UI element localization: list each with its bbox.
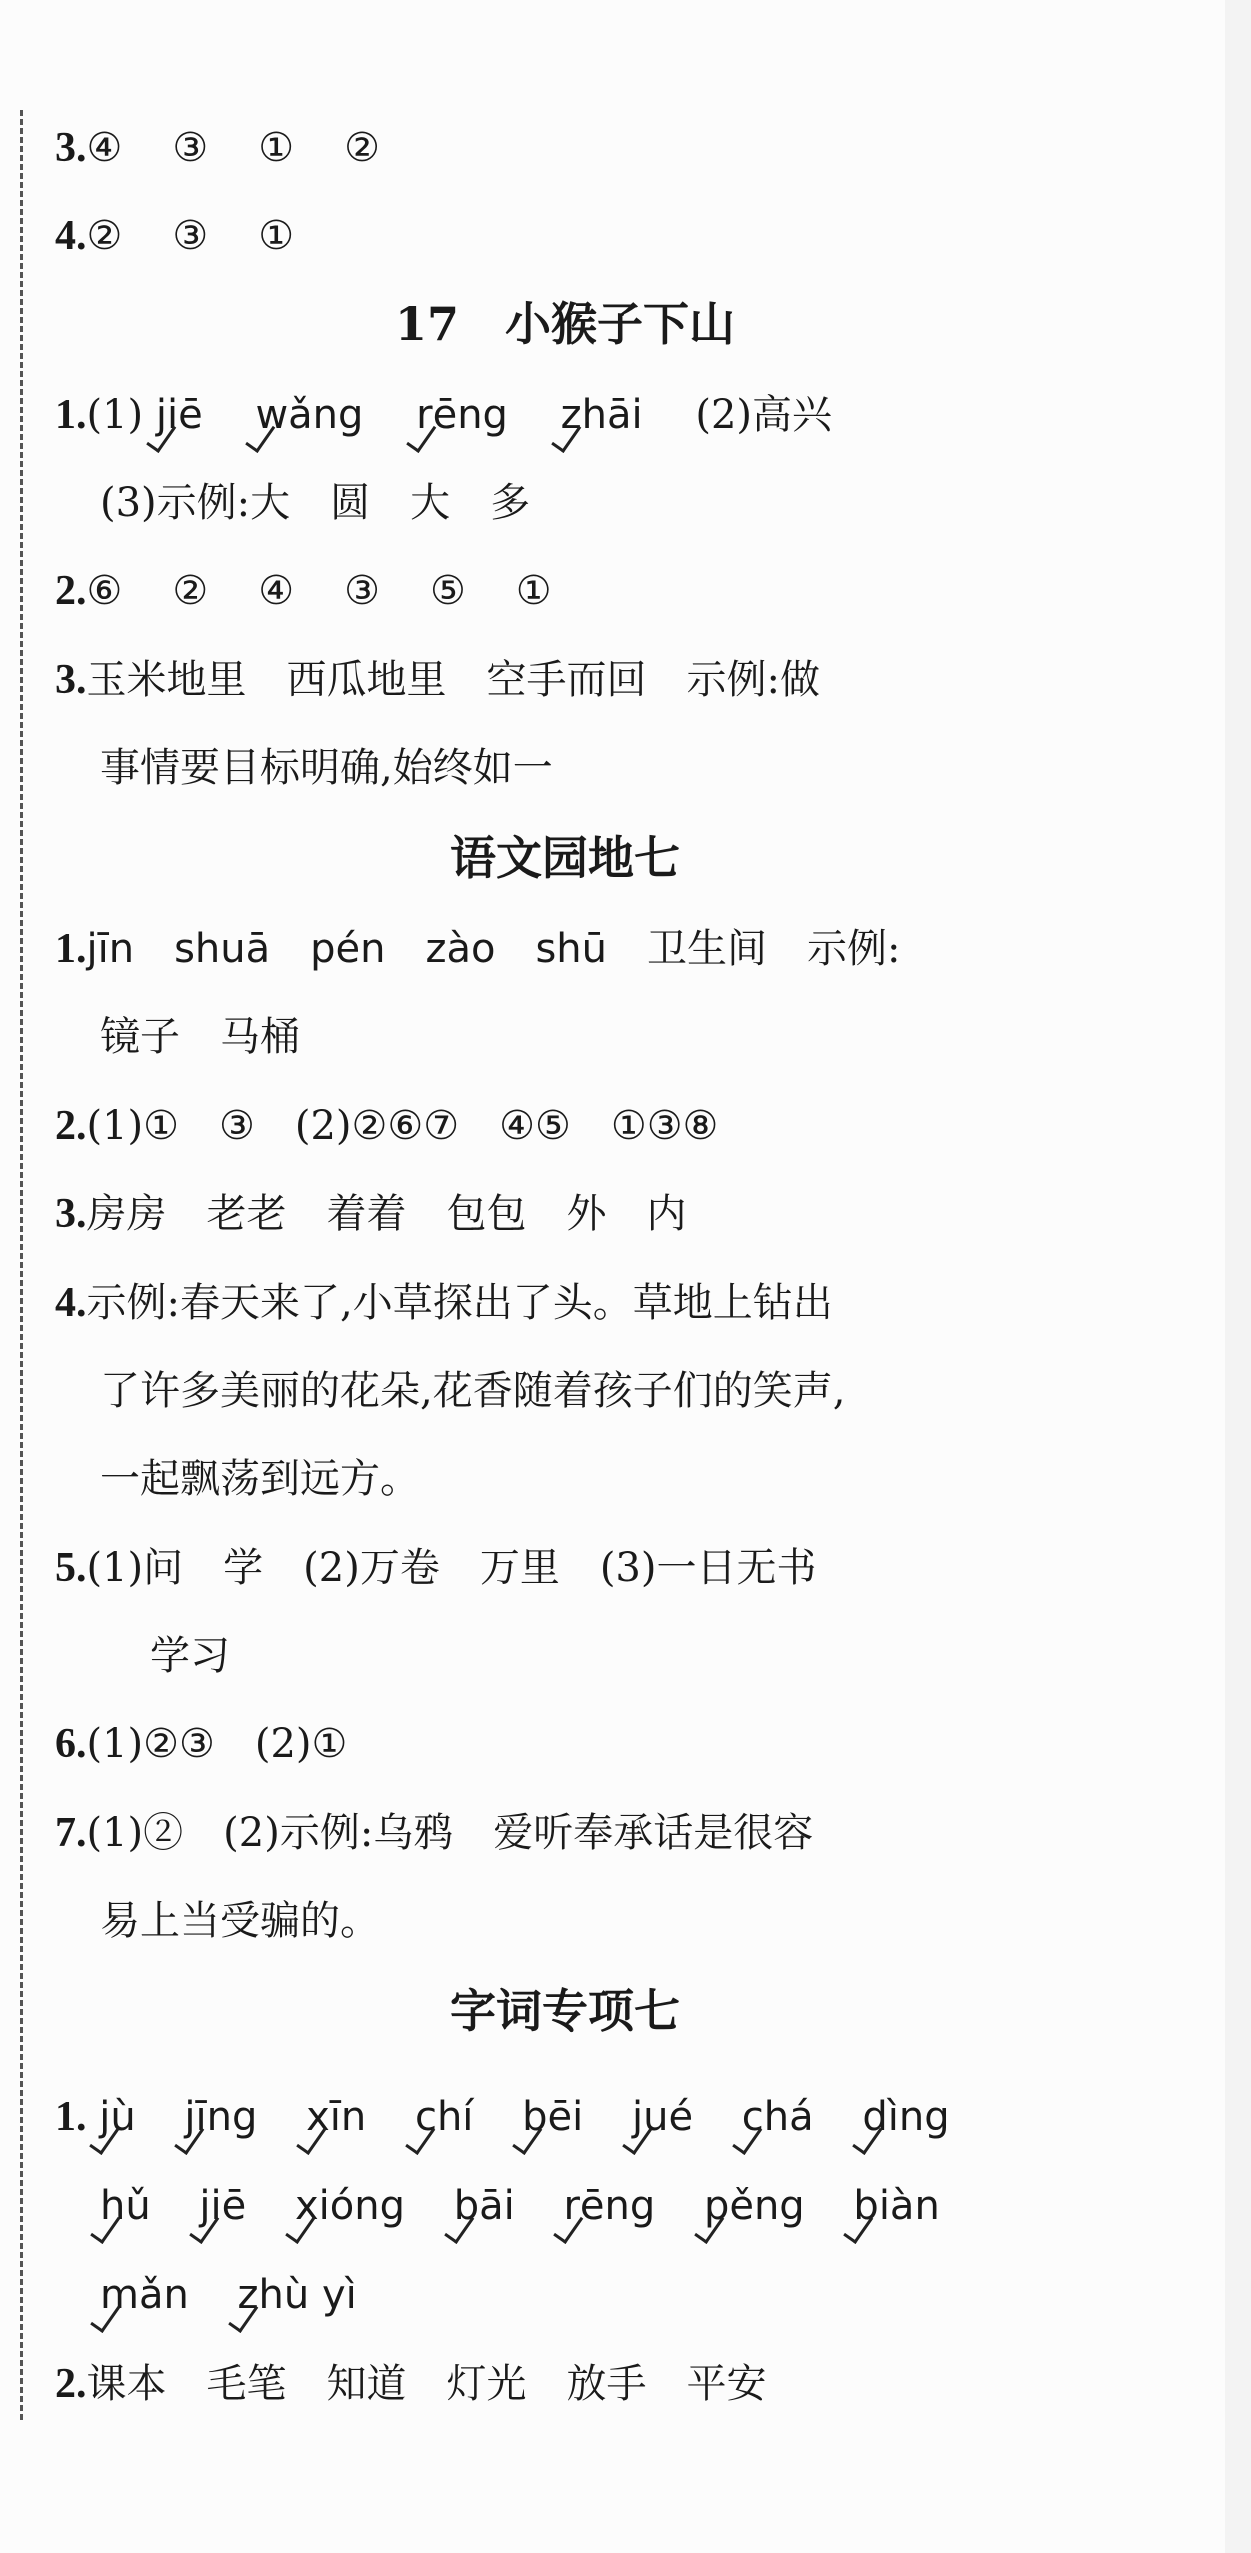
answer-line: 了许多美丽的花朵,花香随着孩子们的笑声, [100, 1368, 846, 1414]
answer-line: 4.示例:春天来了,小草探出了头。草地上钻出 [55, 1280, 833, 1326]
answer-line: 3.房房 老老 着着 包包 外 内 [55, 1191, 687, 1237]
answer-line: 4.② ③ ① [55, 213, 295, 259]
answer-line: 1.jīn shuā pén zào shū 卫生间 示例: [55, 926, 901, 972]
binding-dashed-line [20, 110, 23, 2420]
answer-line: 3.玉米地里 西瓜地里 空手而回 示例:做 [55, 657, 820, 703]
answer-line: 2.(1)① ③ (2)②⑥⑦ ④⑤ ①③⑧ [55, 1103, 719, 1149]
answer-line: mǎn zhù yì [100, 2265, 357, 2325]
answer-line: 事情要目标明确,始终如一 [100, 745, 553, 791]
section-title: 17 小猴子下山 [394, 297, 735, 351]
section-title: 语文园地七 [450, 831, 680, 885]
answer-line: 1.(1) jiē wǎng rēng zhāi (2)高兴 [55, 385, 832, 445]
answer-line: (3)示例:大 圆 大 多 [100, 480, 531, 526]
answer-line: 易上当受骗的。 [100, 1898, 380, 1944]
answer-line: hǔ jiē xióng bāi rēng pěng biàn [100, 2176, 940, 2236]
answer-line: 2.课本 毛笔 知道 灯光 放手 平安 [55, 2361, 767, 2407]
answer-line: 3.④ ③ ① ② [55, 125, 380, 171]
answer-line: 学习 [150, 1633, 230, 1679]
answer-line: 5.(1)问 学 (2)万卷 万里 (3)一日无书 [55, 1545, 817, 1591]
answer-line: 1. jù jīng xīn chí bēi jué chá dìng [55, 2087, 950, 2147]
answer-line: 7.(1)② (2)示例:乌鸦 爱听奉承话是很容 [55, 1810, 814, 1856]
answer-line: 2.⑥ ② ④ ③ ⑤ ① [55, 568, 552, 614]
answer-line: 一起飘荡到远方。 [100, 1456, 420, 1502]
answer-line: 6.(1)②③ (2)① [55, 1721, 348, 1767]
section-title: 字词专项七 [450, 1984, 680, 2038]
answer-line: 镜子 马桶 [100, 1014, 300, 1060]
